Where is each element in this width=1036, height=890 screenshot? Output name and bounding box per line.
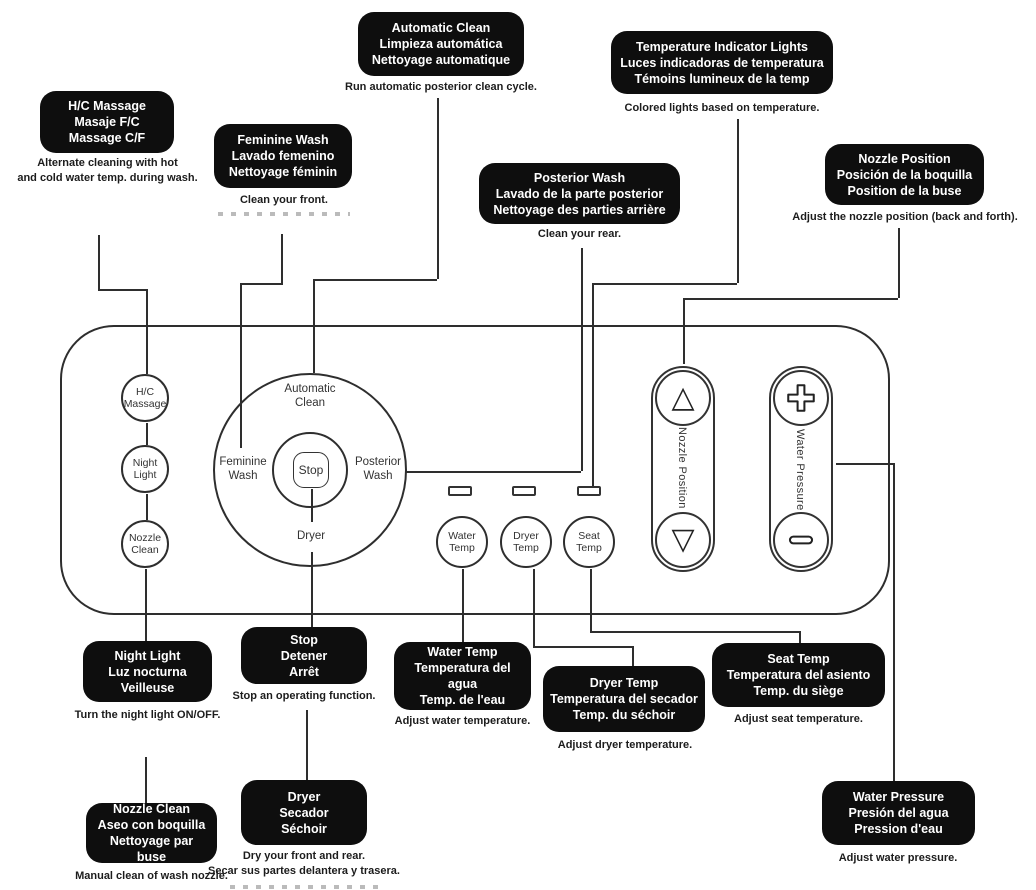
callout-line: Automatic Clean xyxy=(391,21,491,35)
plus-icon xyxy=(784,381,818,415)
feminine-wash-caption: Clean your front. xyxy=(239,194,328,206)
posterior-wash-callout xyxy=(479,163,680,224)
callout-line: Secador xyxy=(279,805,329,820)
callout-line: H/C Massage xyxy=(68,99,146,113)
callout-line: Lavado de la parte posterior xyxy=(495,186,664,201)
water-temp-button-label: Water Temp xyxy=(448,529,476,554)
stop-button[interactable] xyxy=(293,452,329,488)
callout-line: Pression d'eau xyxy=(854,822,943,836)
callout-line: Temperature Indicator Lights xyxy=(635,39,808,54)
callout-line: Temperatura del agua xyxy=(414,661,511,691)
dryer-temp-indicator-light xyxy=(512,486,536,496)
callout-line: Water Temp xyxy=(427,645,498,659)
callout-line: Detener xyxy=(280,648,328,663)
callout-line: Massage C/F xyxy=(68,131,146,145)
callout-line: Lavado femenino xyxy=(231,149,335,163)
callout-connector xyxy=(632,646,634,667)
automatic-clean-caption: Run automatic posterior clean cycle. xyxy=(345,81,537,93)
callout-line: Nozzle Position xyxy=(858,151,951,166)
water-pressure-minus-button[interactable] xyxy=(773,512,829,568)
dryer-temp-caption: Adjust dryer temperature. xyxy=(557,739,693,751)
callout-line: Dryer Temp xyxy=(589,676,659,690)
nozzle-position-callout xyxy=(825,144,984,205)
callout-line: Dryer xyxy=(287,789,321,804)
callout-connector xyxy=(737,119,739,283)
callout-connector xyxy=(313,279,437,281)
nozzle-position-down-button[interactable] xyxy=(655,512,711,568)
nozzle-clean-caption: Manual clean of wash nozzle. xyxy=(75,870,228,882)
callout-line: Veilleuse xyxy=(120,680,175,695)
callout-line: Temperatura del asiento xyxy=(726,668,871,682)
remote-control-panel xyxy=(60,325,890,615)
callout-line: Nettoyage féminin xyxy=(228,165,338,179)
clipped-text-artifact xyxy=(230,885,380,889)
hc-massage-callout xyxy=(40,91,174,153)
seat-temp-callout xyxy=(712,643,885,707)
dryer-temp-button-label: Dryer Temp xyxy=(513,529,539,554)
callout-line: Posición de la boquilla xyxy=(836,167,973,182)
nozzle-position-rocker-label: Nozzle Position xyxy=(676,427,688,509)
hc-massage-button[interactable] xyxy=(121,374,169,422)
callout-line: Night Light xyxy=(114,648,181,663)
water-temp-indicator-light xyxy=(448,486,472,496)
seat-temp-button[interactable] xyxy=(563,516,615,568)
callout-line: Séchoir xyxy=(281,821,327,836)
callout-line: Luces indicadoras de temperatura xyxy=(620,55,824,70)
minus-icon xyxy=(784,523,818,557)
hc-massage-button-label: H/C Massage xyxy=(123,385,167,410)
callout-line: Posterior Wash xyxy=(533,170,626,185)
seat-temp-caption: Adjust seat temperature. xyxy=(734,713,863,725)
stop-callout xyxy=(241,627,367,684)
water-temp-callout xyxy=(394,642,531,710)
nozzle-clean-callout xyxy=(86,803,217,863)
callout-connector xyxy=(145,757,147,803)
callout-connector xyxy=(893,463,895,781)
dial-feminine-wash[interactable]: Feminine Wash xyxy=(219,456,267,482)
callout-line: Nozzle Clean xyxy=(112,802,191,816)
callout-line: Luz nocturna xyxy=(108,664,187,679)
automatic-clean-callout xyxy=(358,12,524,76)
water-pressure-callout xyxy=(822,781,975,845)
hc-massage-caption: Alternate cleaning with hot and cold water temp. during wash. xyxy=(17,157,198,184)
clipped-text-artifact xyxy=(218,212,350,216)
dial-automatic-clean[interactable]: Automatic Clean xyxy=(284,383,336,409)
water-temp-caption: Adjust water temperature. xyxy=(394,715,531,727)
water-temp-button[interactable] xyxy=(436,516,488,568)
water-pressure-plus-button[interactable] xyxy=(773,370,829,426)
dryer-temp-button[interactable] xyxy=(500,516,552,568)
down-triangle-icon: ▽ xyxy=(671,523,695,556)
nozzle-clean-button[interactable] xyxy=(121,520,169,568)
up-triangle-icon: △ xyxy=(671,381,695,414)
feminine-wash-callout xyxy=(214,124,352,188)
callout-line: Feminine Wash xyxy=(237,133,329,147)
callout-line: Temp. du séchoir xyxy=(572,708,676,722)
callout-line: Nettoyage par buse xyxy=(109,834,194,864)
water-pressure-caption: Adjust water pressure. xyxy=(838,852,958,864)
callout-connector xyxy=(240,283,283,285)
callout-connector xyxy=(306,710,308,780)
callout-connector xyxy=(683,298,898,300)
callout-line: Témoins lumineux de la temp xyxy=(634,71,810,86)
temperature-lights-caption: Colored lights based on temperature. xyxy=(624,102,820,114)
dryer-caption: Dry your front and rear. Secar sus partes delantera y trasera. xyxy=(207,850,400,877)
callout-line: Position de la buse xyxy=(847,183,962,198)
callout-line: Stop xyxy=(290,632,318,647)
callout-connector xyxy=(437,98,439,279)
night-light-callout xyxy=(83,641,212,702)
nozzle-position-up-button[interactable] xyxy=(655,370,711,426)
night-light-caption: Turn the night light ON/OFF. xyxy=(74,709,221,721)
dryer-callout xyxy=(241,780,367,845)
nozzle-clean-button-label: Nozzle Clean xyxy=(128,531,162,556)
dial-posterior-wash[interactable]: Posterior Wash xyxy=(354,456,402,482)
callout-line: Nettoyage des parties arrière xyxy=(493,202,666,217)
nozzle-position-caption: Adjust the nozzle position (back and forth). xyxy=(792,211,1018,223)
callout-connector xyxy=(592,283,737,285)
callout-line: Seat Temp xyxy=(767,652,830,666)
stop-caption: Stop an operating function. xyxy=(232,690,376,702)
water-pressure-rocker-label: Water Pressure xyxy=(794,429,806,511)
temperature-lights-callout xyxy=(611,31,833,94)
posterior-wash-caption: Clean your rear. xyxy=(537,228,622,240)
callout-connector xyxy=(98,289,148,291)
callout-line: Aseo con boquilla xyxy=(97,818,206,832)
night-light-button[interactable] xyxy=(121,445,169,493)
night-light-button-label: Night Light xyxy=(132,456,158,481)
callout-line: Temperatura del secador xyxy=(550,692,698,706)
callout-connector xyxy=(898,228,900,298)
callout-connector xyxy=(590,631,800,633)
callout-line: Temp. de l'eau xyxy=(419,693,506,707)
seat-temp-button-label: Seat Temp xyxy=(576,529,602,554)
dryer-temp-callout xyxy=(543,666,705,732)
seat-temp-indicator-light xyxy=(577,486,601,496)
callout-line: Masaje F/C xyxy=(74,115,140,129)
callout-line: Temp. du siège xyxy=(753,684,844,698)
callout-line: Limpieza automática xyxy=(379,37,503,51)
callout-line: Water Pressure xyxy=(852,790,945,804)
callout-line: Arrêt xyxy=(289,664,319,679)
callout-connector xyxy=(281,234,283,283)
callout-line: Nettoyage automatique xyxy=(371,53,511,67)
callout-connector xyxy=(533,646,633,648)
callout-connector xyxy=(98,235,100,289)
stop-button-label: Stop xyxy=(298,463,324,477)
dial-dryer[interactable]: Dryer xyxy=(296,530,326,542)
callout-line: Presión del agua xyxy=(848,806,949,820)
